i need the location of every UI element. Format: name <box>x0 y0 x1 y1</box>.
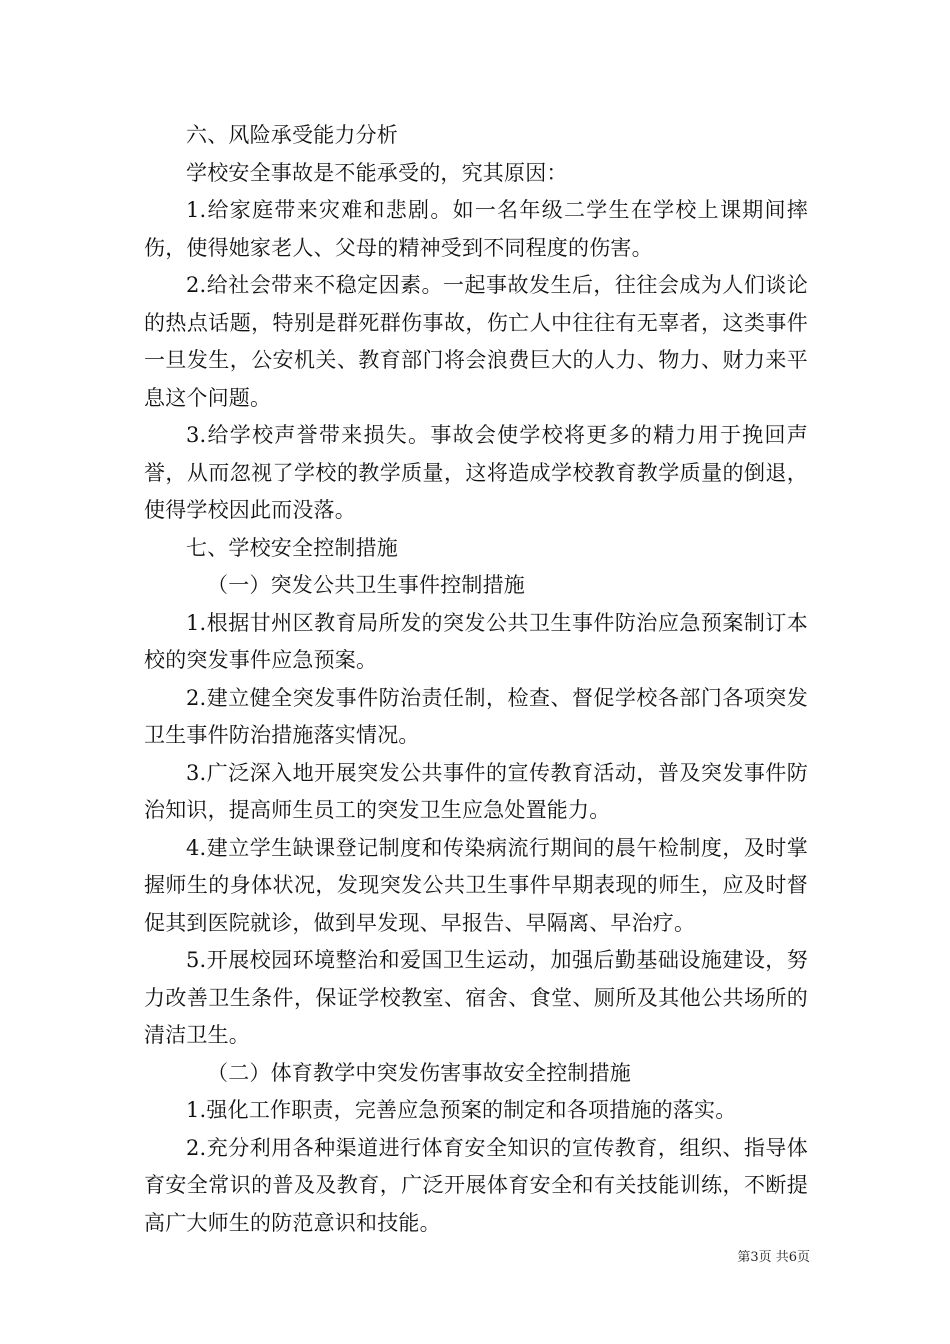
subsection-heading-sports-injury: （二）体育教学中突发伤害事故安全控制措施 <box>207 1060 631 1085</box>
paragraph: 5.开展校园环境整治和爱国卫生运动，加强后勤基础设施建设，努力改善卫生条件，保证学校教室、宿舍、食堂、厕所及其他公共场所的清洁卫生。 <box>144 948 808 1047</box>
paragraph: 4.建立学生缺课登记制度和传染病流行期间的晨午检制度，及时掌握师生的身体状况，发现突发公共卫生事件早期表现的师生，应及时督促其到医院就诊，做到早发现、早报告、早隔离、早治疗。 <box>144 835 808 935</box>
paragraph: 2.充分利用各种渠道进行体育安全知识的宣传教育，组织、指导体育安全常识的普及及教育，广泛开展体育安全和有关技能训练，不断提高广大师生的防范意识和技能。 <box>144 1135 808 1235</box>
paragraph: 3.给学校声誉带来损失。事故会使学校将更多的精力用于挽回声誉，从而忽视了学校的教学质量，这将造成学校教育教学质量的倒退，使得学校因此而没落。 <box>144 423 808 522</box>
section-heading-risk-analysis: 六、风险承受能力分析 <box>186 123 398 147</box>
paragraph: 1.强化工作职责，完善应急预案的制定和各项措施的落实。 <box>186 1098 737 1122</box>
paragraph: 1.给家庭带来灾难和悲剧。如一名年级二学生在学校上课期间摔伤，使得她家老人、父母的精神受到不同程度的伤害。 <box>144 198 808 260</box>
section-heading-control-measures: 七、学校安全控制措施 <box>186 535 398 560</box>
subsection-heading-public-health: （一）突发公共卫生事件控制措施 <box>207 573 525 597</box>
document-body <box>144 117 808 1242</box>
paragraph: 1.根据甘州区教育局所发的突发公共卫生事件防治应急预案制订本校的突发事件应急预案。 <box>144 610 808 672</box>
paragraph: 学校安全事故是不能承受的，究其原因： <box>186 160 568 185</box>
page-number: 第3页 共6页 <box>737 1250 810 1265</box>
paragraph: 3.广泛深入地开展突发公共事件的宣传教育活动，普及突发事件防治知识，提高师生员工的突发卫生应急处置能力。 <box>144 760 808 822</box>
paragraph: 2.建立健全突发事件防治责任制，检查、督促学校各部门各项突发卫生事件防治措施落实情况。 <box>144 685 808 747</box>
paragraph: 2.给社会带来不稳定因素。一起事故发生后，往往会成为人们谈论的热点话题，特别是群死群伤事故，伤亡人中往往有无辜者，这类事件一旦发生，公安机关、教育部门将会浪费巨大的人力、物力、财力来平息这个问题。 <box>144 273 808 410</box>
